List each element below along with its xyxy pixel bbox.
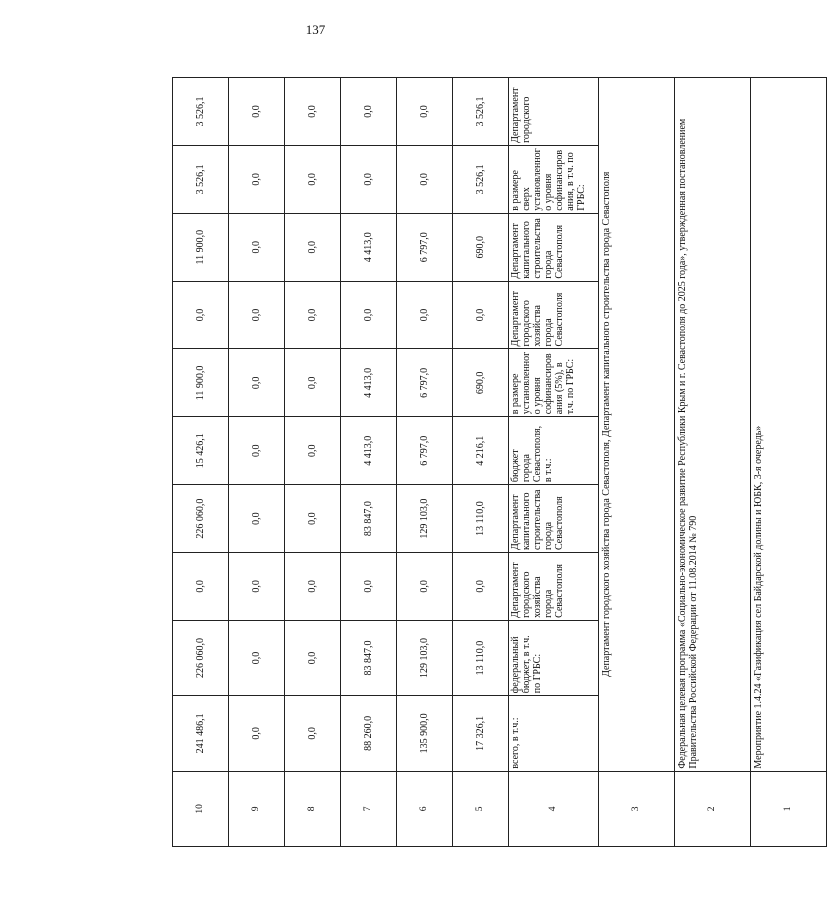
column-number: 9 <box>229 771 285 846</box>
funding-source-cell: Департамент капитального строительства города Севастополя <box>509 485 599 553</box>
table-cell-value: 0,0 <box>285 417 341 485</box>
funding-source-cell: Департамент капитального строительства города Севастополя <box>509 213 599 281</box>
budget-table <box>172 77 827 847</box>
table-cell-value: 3 526,1 <box>173 78 229 146</box>
table-cell-value: 690,0 <box>453 213 509 281</box>
table-cell-value: 6 797,0 <box>397 213 453 281</box>
column-number: 1 <box>751 771 827 846</box>
table-cell-value: 4 216,1 <box>453 417 509 485</box>
column-number: 3 <box>599 771 675 846</box>
funding-source-cell: Департамент городского хозяйства города Севастополя <box>509 281 599 349</box>
column-number: 7 <box>341 771 397 846</box>
funding-source-cell: в размере сверх установленного уровня софинансирования, в т.ч. по ГРБС: <box>509 145 599 213</box>
funding-source-cell: бюджет города Севастополя, в т.ч.: <box>509 417 599 485</box>
column-row-c5 <box>453 78 509 847</box>
table-cell-value: 0,0 <box>397 145 453 213</box>
table-cell-value: 0,0 <box>341 145 397 213</box>
table-cell-value: 241 486,1 <box>173 696 229 771</box>
table-cell-value: 0,0 <box>229 417 285 485</box>
table-cell-value: 0,0 <box>397 281 453 349</box>
table-cell-value: 0,0 <box>285 552 341 620</box>
table-cell-value: 83 847,0 <box>341 620 397 695</box>
table-cell-value: 0,0 <box>229 696 285 771</box>
table-cell-value: 0,0 <box>229 213 285 281</box>
table-cell-value: 0,0 <box>341 78 397 146</box>
table-cell-value: 4 413,0 <box>341 213 397 281</box>
table-cell-value: 0,0 <box>285 485 341 553</box>
table-cell-value: 6 797,0 <box>397 349 453 417</box>
table-cell-value: 0,0 <box>341 281 397 349</box>
program-cell: Федеральная целевая программа «Социально-экономическое развитие Республики Крым и г. Севастополя до 2025 года», утвержденная постановлением Правительства Российской Федерации от 11.08.2014 № 790 <box>675 78 751 772</box>
table-cell-value: 0,0 <box>285 213 341 281</box>
column-number: 4 <box>509 771 599 846</box>
table-cell-value: 0,0 <box>397 78 453 146</box>
table-cell-value: 129 103,0 <box>397 620 453 695</box>
table-cell-value: 0,0 <box>285 281 341 349</box>
column-number: 8 <box>285 771 341 846</box>
funding-source-cell: федеральный бюджет, в т.ч. по ГРБС: <box>509 620 599 695</box>
table-cell-value: 88 260,0 <box>341 696 397 771</box>
table-cell-value: 129 103,0 <box>397 485 453 553</box>
column-row-c8 <box>285 78 341 847</box>
column-number: 10 <box>173 771 229 846</box>
table-cell-value: 13 110,0 <box>453 485 509 553</box>
table-cell-value: 0,0 <box>229 78 285 146</box>
event-name-cell: Мероприятие 1.4.24 «Газификация сел Байдарской долины и ЮБК, 3-я очередь» <box>751 78 827 772</box>
table-cell-value: 3 526,1 <box>453 145 509 213</box>
table-cell-value: 11 900,0 <box>173 349 229 417</box>
table-cell-value: 135 900,0 <box>397 696 453 771</box>
table-cell-value: 0,0 <box>285 349 341 417</box>
table-cell-value: 4 413,0 <box>341 349 397 417</box>
table-cell-value: 17 326,1 <box>453 696 509 771</box>
table-cell-value: 13 110,0 <box>453 620 509 695</box>
table-cell-value: 0,0 <box>229 620 285 695</box>
column-row-c10 <box>173 78 229 847</box>
column-row-c7 <box>341 78 397 847</box>
column-number: 5 <box>453 771 509 846</box>
table-cell-value: 0,0 <box>397 552 453 620</box>
table-cell-value: 0,0 <box>229 349 285 417</box>
funding-source-cell: в размере установленного уровня софинансирования (5%), в т.ч. по ГРБС: <box>509 349 599 417</box>
table-cell-value: 3 526,1 <box>173 145 229 213</box>
table-cell-value: 0,0 <box>229 485 285 553</box>
table-cell-value: 0,0 <box>173 281 229 349</box>
table-cell-value: 0,0 <box>285 620 341 695</box>
budget-table-rotated <box>172 77 793 847</box>
funding-source-cell: Департамент городского хозяйства города Севастополя <box>509 552 599 620</box>
table-cell-value: 3 526,1 <box>453 78 509 146</box>
table-cell-value: 690,0 <box>453 349 509 417</box>
table-cell-value: 0,0 <box>341 552 397 620</box>
table-cell-value: 0,0 <box>285 696 341 771</box>
column-row-c6 <box>397 78 453 847</box>
column-row-c9 <box>229 78 285 847</box>
table-cell-value: 0,0 <box>285 78 341 146</box>
table-cell-value: 11 900,0 <box>173 213 229 281</box>
funding-source-cell: Департамент городского <box>509 78 599 146</box>
column-number: 2 <box>675 771 751 846</box>
table-cell-value: 4 413,0 <box>341 417 397 485</box>
column-row-program-cell <box>675 78 751 847</box>
table-cell-value: 0,0 <box>229 145 285 213</box>
table-cell-value: 0,0 <box>453 281 509 349</box>
table-cell-value: 0,0 <box>229 281 285 349</box>
table-cell-value: 15 426,1 <box>173 417 229 485</box>
table-cell-value: 0,0 <box>453 552 509 620</box>
table-cell-value: 226 060,0 <box>173 620 229 695</box>
column-row-executor-cell <box>599 78 675 847</box>
table-cell-value: 0,0 <box>229 552 285 620</box>
table-cell-value: 226 060,0 <box>173 485 229 553</box>
executor-cell: Департамент городского хозяйства города Севастополя, Департамент капитального строительства города Севастополя <box>599 78 675 772</box>
table-cell-value: 6 797,0 <box>397 417 453 485</box>
column-number: 6 <box>397 771 453 846</box>
column-row-event-name-cell <box>751 78 827 847</box>
funding-source-cell: всего, в т.ч.: <box>509 696 599 771</box>
page-number: 137 <box>305 22 326 37</box>
table-cell-value: 83 847,0 <box>341 485 397 553</box>
table-cell-value: 0,0 <box>285 145 341 213</box>
table-cell-value: 0,0 <box>173 552 229 620</box>
column-row-source <box>509 78 599 847</box>
